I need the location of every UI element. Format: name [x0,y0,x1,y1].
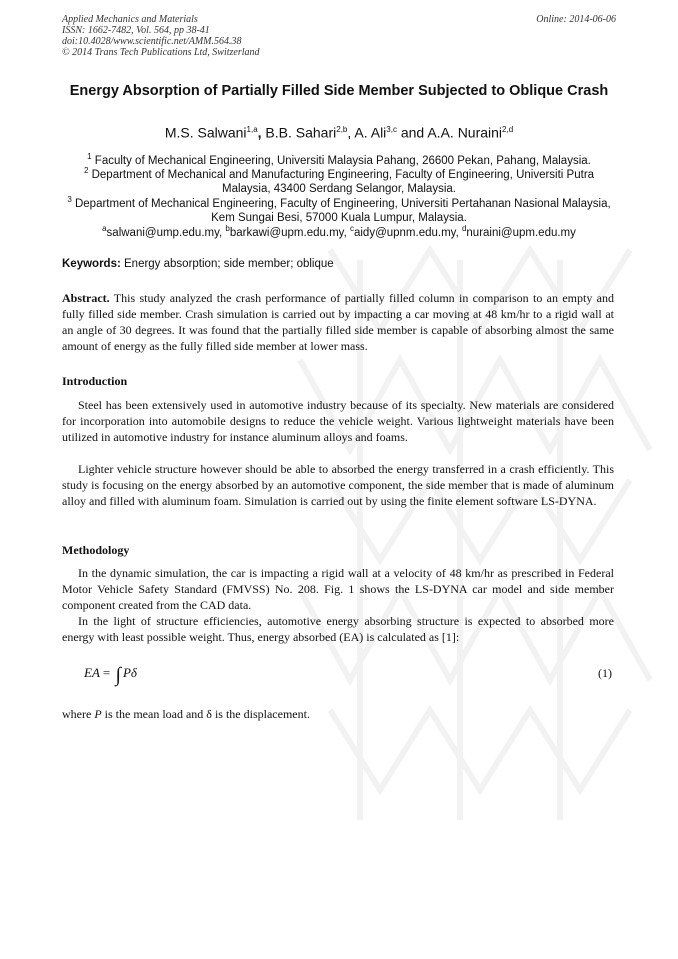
keywords-label: Keywords: [62,258,121,270]
equation-lhs: EA [84,665,100,680]
author-name: A.A. Nuraini [427,124,503,141]
journal-copyright: © 2014 Trans Tech Publications Ltd, Switzerland [62,47,260,58]
author-sup: 2,b [336,125,348,134]
introduction-heading: Introduction [62,374,128,388]
email-sup: c [349,224,354,233]
explanation-text: is the mean load and δ is the displacement. [104,707,310,721]
email-link[interactable]: aidy@upnm.edu.my [353,226,456,239]
paper-title: Energy Absorption of Partially Filled Side Member Subjected to Oblique Crash [69,83,609,99]
author-name: B.B. Sahari [265,124,337,141]
methodology-paragraph-1: In the dynamic simulation, the car is impacting a rigid wall at a velocity of 48 km/hr as prescribed in Federal Motor Vehicle Safety Standard (FMVSS) No. 208. Fig. 1 shows the LS-DYNA car model and side member component created from the CAD data. [62,566,614,612]
integral-symbol: ∫ [115,664,121,686]
author-name: A. Ali [354,124,387,141]
affiliation-2 [62,164,616,196]
author-name: M.S. Salwani [164,124,247,141]
email-sup: d [461,224,467,233]
abstract-text: This study analyzed the crash performance of partially filled column in comparison to an empty and fully filled side member. Crash simulation is carried out by impacting a car moving at 48 km/hr to a rigid wall at an angle of 30 degrees. It was found that the partially filled side member is capable of absorbing almost the same amount of energy as the fully filled side member at lower mass. [62,291,614,353]
abstract [62,290,614,354]
author-sup: 2,d [502,125,514,134]
online-date: Online: 2014-06-06 [536,14,616,25]
author-list: M.S. Salwani$^{1,a}$, B.B. Sahari$^{2,b}$, A. Ali$^{3,c}$ and A.A. Nuraini$^{2,d}$ [164,124,514,141]
journal-issn: ISSN: 1662-7482, Vol. 564, pp 38-41 [62,25,210,36]
explanation-variable: P [94,707,102,721]
introduction-paragraph-1: Steel has been extensively used in automotive industry because of its specialty. New materials are considered for incorporation into automobile designs to reduce the vehicle weight. Various lightweight materials have been utilized in automotive industry for instance aluminum alloys and foams. [62,398,614,444]
journal-header [62,14,260,58]
affiliation-sup: 1 [87,152,92,161]
affiliation-3 [62,193,616,225]
equation-equals: = [102,665,111,680]
affiliation-sup: 2 [83,166,89,175]
email-link[interactable]: salwani@ump.edu.my [106,226,219,239]
email-sup: a [102,224,107,233]
author-sup: 3,c [386,125,397,134]
equation-number: (1) [598,666,612,680]
author-sup: 1,a [246,125,258,134]
equation-1 [84,664,137,687]
email-link[interactable]: barkawi@upm.edu.my [229,226,344,239]
journal-name: Applied Mechanics and Materials [62,14,198,25]
affiliation-text: Department of Mechanical and Manufacturing Engineering, Faculty of Engineering, Universiti Putra Malaysia, 43400 Serdang Selangor, Malaysia. [91,168,595,195]
explanation-where: where [62,707,92,721]
methodology-paragraph-2: In the light of structure efficiencies, automotive energy absorbing structure is expected to absorbed more energy with least possible weight. Thus, energy absorbed (EA) is calculated as [1]: [62,614,614,644]
email-sup: b [225,224,230,233]
keywords-text: Energy absorption; side member; oblique [124,258,334,270]
affiliation-sup: 3 [67,195,72,204]
affiliation-text: Faculty of Mechanical Engineering, Universiti Malaysia Pahang, 26600 Pekan, Pahang, Malaysia. [94,154,591,167]
abstract-label: Abstract. [62,291,110,305]
introduction-paragraph-2: Lighter vehicle structure however should be able to absorbed the energy transferred in a crash efficiently. This study is focusing on the energy absorbed by an automotive component, the side member that is made of aluminum alloy and filled with aluminum foam. Simulation is carried out by using the finite element software LS-DYNA. [62,462,614,508]
email-list: $^a$salwani@ump.edu.my, $^b$barkawi@upm.edu.my, $^c$aidy@upnm.edu.my, $^d$nuraini@upm.edu.my [102,224,576,239]
email-link[interactable]: nuraini@upm.edu.my [466,226,576,239]
keywords [62,258,334,270]
affiliation-text: Department of Mechanical Engineering, Faculty of Engineering, Universiti Pertahanan Nasional Malaysia, Kem Sungai Besi, 57000 Kuala Lumpur, Malaysia. [74,197,611,224]
journal-doi[interactable]: doi:10.4028/www.scientific.net/AMM.564.38 [62,36,242,47]
equation-explanation [62,706,614,722]
methodology-heading: Methodology [62,543,130,557]
equation-rhs: Pδ [122,665,137,680]
